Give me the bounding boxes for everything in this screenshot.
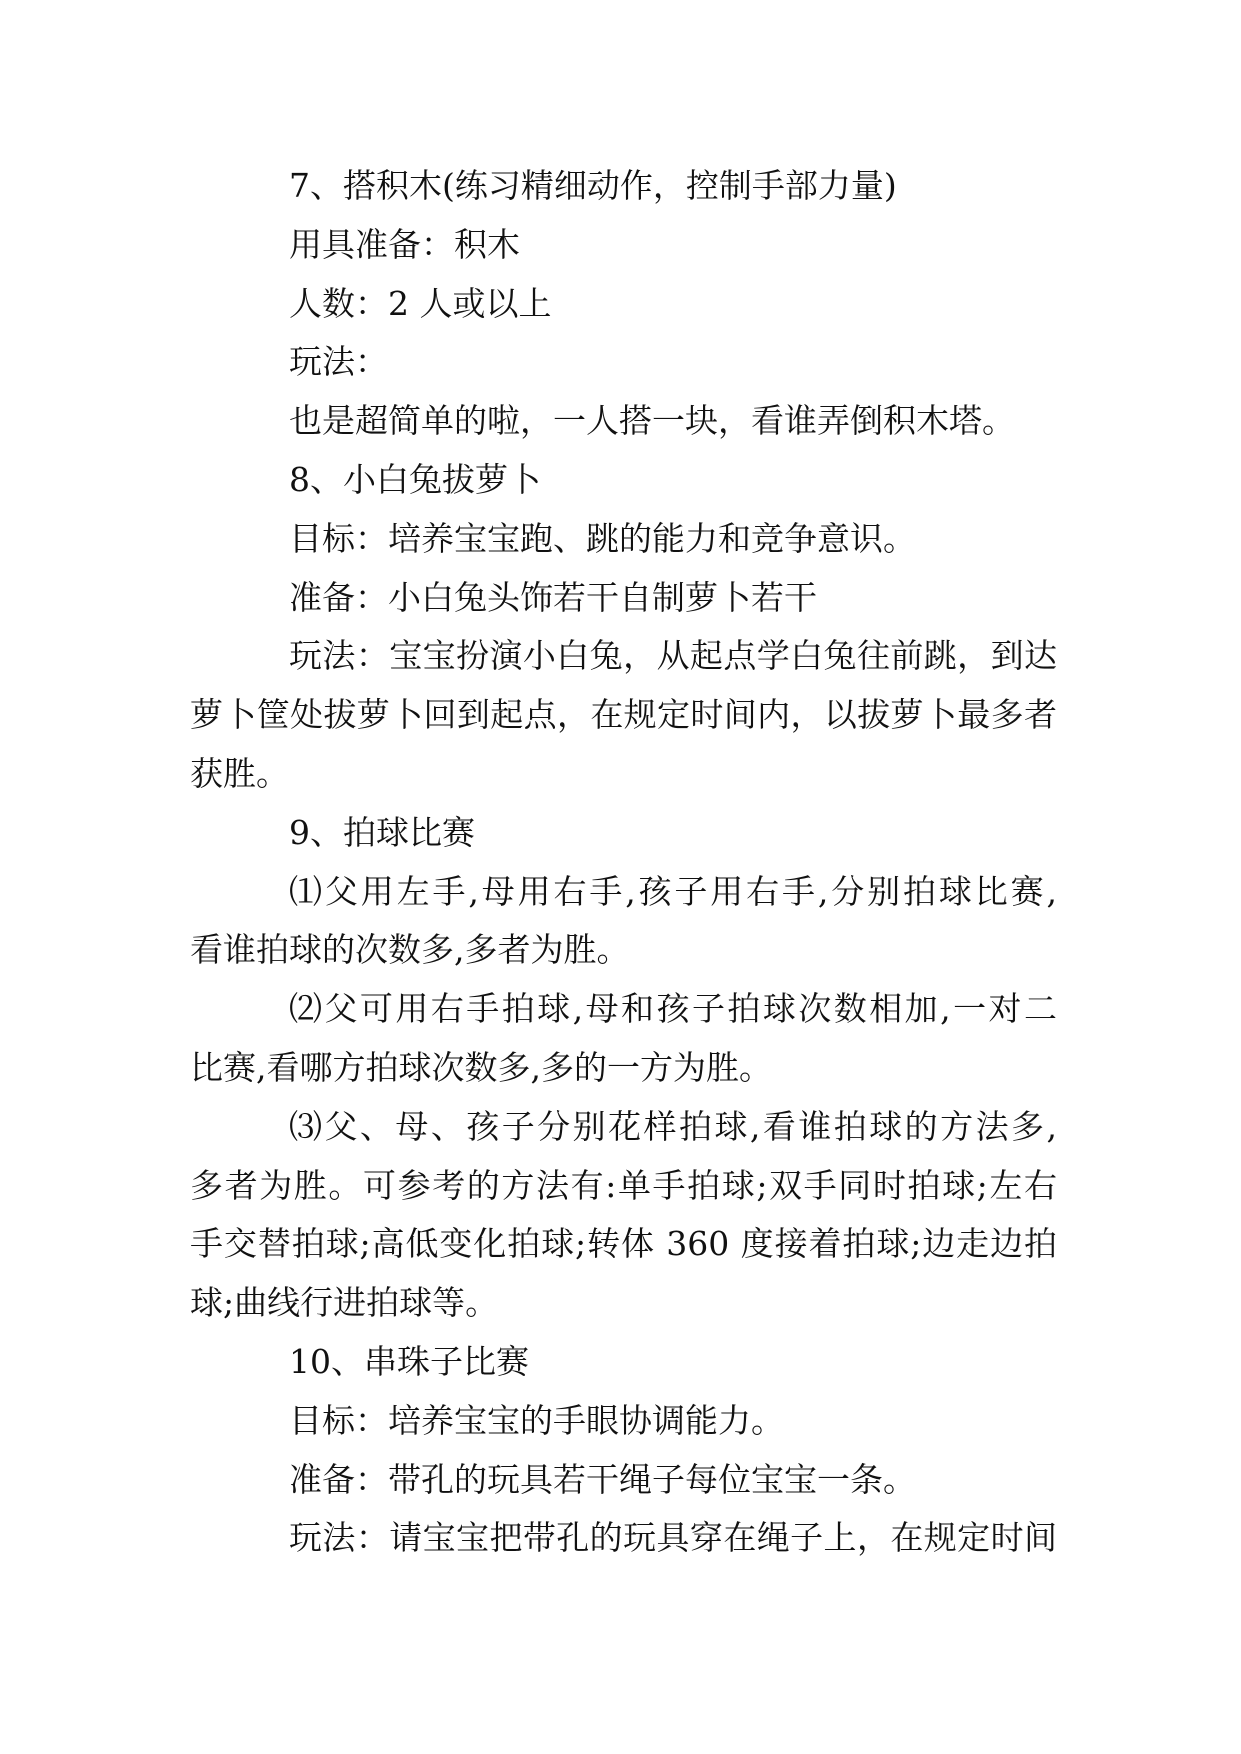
paragraph — [190, 627, 1057, 803]
paragraph — [190, 863, 1057, 981]
paragraph-line: 9、拍球比赛 — [289, 812, 475, 852]
paragraph — [190, 333, 1057, 392]
paragraph-line: 用具准备：积木 — [289, 224, 520, 264]
paragraph-line: 比赛,看哪方拍球次数多,多的一方为胜。 — [190, 1047, 772, 1087]
paragraph-line: 目标：培养宝宝的手眼协调能力。 — [289, 1400, 784, 1440]
paragraph-line: 多者为胜。可参考的方法有:单手拍球;双手同时拍球;左右 — [190, 1165, 1057, 1205]
section-heading — [190, 1333, 1057, 1392]
paragraph-line: 获胜。 — [190, 753, 289, 793]
paragraph-line: ⑴父用左手,母用右手,孩子用右手,分别拍球比赛, — [289, 871, 1057, 911]
paragraph-line: 目标：培养宝宝跑、跳的能力和竞争意识。 — [289, 518, 916, 558]
paragraph-line: ⑶父、母、孩子分别花样拍球,看谁拍球的方法多, — [289, 1106, 1057, 1146]
paragraph — [190, 216, 1057, 275]
section-heading — [190, 157, 1057, 216]
paragraph-line: ⑵父可用右手拍球,母和孩子拍球次数相加,一对二 — [289, 989, 1057, 1029]
paragraph-line: 看谁拍球的次数多,多者为胜。 — [190, 930, 630, 970]
paragraph — [190, 1451, 1057, 1510]
paragraph-line: 7、搭积木(练习精细动作，控制手部力量) — [289, 166, 897, 205]
paragraph-line: 准备：小白兔头饰若干自制萝卜若干 — [289, 577, 817, 617]
paragraph-line: 10、串珠子比赛 — [289, 1341, 529, 1381]
paragraph — [190, 980, 1057, 1098]
document-body — [190, 157, 1057, 1568]
paragraph — [190, 510, 1057, 569]
paragraph-line: 8、小白兔拔萝卜 — [289, 459, 541, 499]
paragraph — [190, 1098, 1057, 1333]
paragraph — [190, 275, 1057, 334]
paragraph-line: 玩法：请宝宝把带孔的玩具穿在绳子上，在规定时间 — [289, 1518, 1057, 1558]
section-heading — [190, 451, 1057, 510]
paragraph — [190, 392, 1057, 451]
paragraph-line: 萝卜筐处拔萝卜回到起点，在规定时间内，以拔萝卜最多者 — [190, 695, 1057, 735]
paragraph-line: 球;曲线行进拍球等。 — [190, 1283, 499, 1323]
paragraph-line: 手交替拍球;高低变化拍球;转体 360 度接着拍球;边走边拍 — [190, 1224, 1057, 1264]
paragraph-line: 玩法：宝宝扮演小白兔，从起点学白兔往前跳，到达 — [289, 636, 1057, 676]
section-heading — [190, 804, 1057, 863]
paragraph — [190, 1392, 1057, 1451]
paragraph-line: 也是超简单的啦，一人搭一块，看谁弄倒积木塔。 — [289, 401, 1015, 441]
paragraph-line: 人数：2 人或以上 — [289, 283, 552, 323]
paragraph — [190, 1509, 1057, 1568]
paragraph — [190, 569, 1057, 628]
paragraph-line: 准备：带孔的玩具若干绳子每位宝宝一条。 — [289, 1459, 916, 1499]
paragraph-line: 玩法： — [289, 342, 388, 382]
